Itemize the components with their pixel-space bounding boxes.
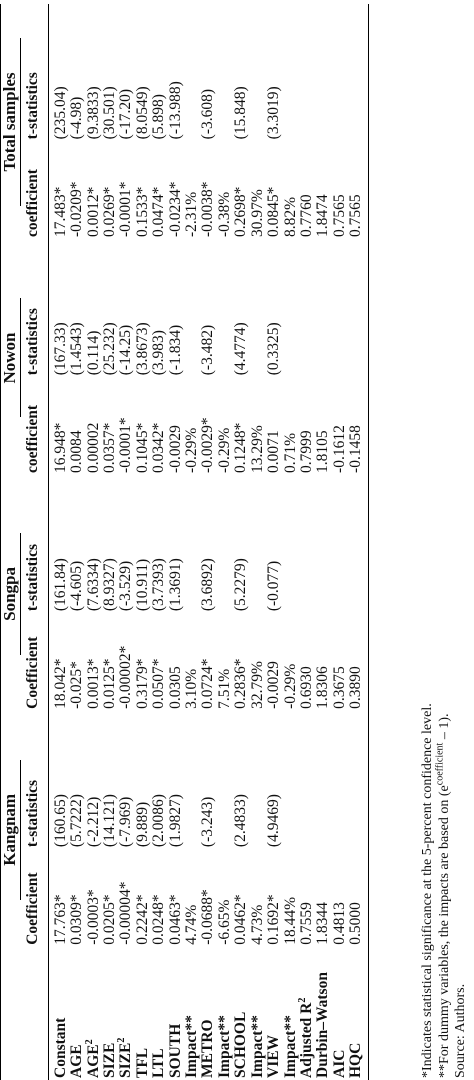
coefficient-cell: -0.00002* [117,645,135,709]
coefficient-cell: 0.7999 [297,430,315,473]
subheader-blank [25,948,48,1080]
coefficient-cell: -2.31% [183,191,201,238]
coefficient-cell: -0.29% [215,427,233,473]
table-row [102,4,118,1080]
t-statistic-cell: (167.33) [51,322,69,376]
t-statistic-cell: (160.65) [51,794,69,848]
coefficient-cell: -0.0001* [117,417,135,473]
table-row [348,4,368,1080]
table-row [151,4,167,1080]
coefficient-cell: 0.1045* [133,422,151,473]
t-statistic-cell [184,712,200,850]
t-statistic-cell: (1.9827) [166,794,184,848]
t-statistic-cell: (10.911) [133,558,151,612]
t-statistic-cell [184,476,200,614]
coefficient-cell: -0.1612 [330,425,348,473]
t-statistic-cell [332,476,348,614]
coefficient-cell: -0.0688* [199,889,217,945]
t-statistic-cell: (1.3691) [166,558,184,612]
table-row [48,4,69,1080]
table-row [283,4,299,1080]
row-label: Durbin–Watson [314,972,332,1078]
t-statistic-cell [283,712,299,850]
row-label: Constant [51,1017,69,1078]
t-statistic-cell [250,712,266,850]
t-statistic-cell [217,476,233,614]
coefficient-cell: 0.0248* [150,894,168,945]
coefficient-cell: 0.0463* [166,894,184,945]
coefficient-cell: -0.0029 [166,425,184,473]
t-statistic-cell: (30.501) [101,86,119,140]
row-label: SIZE$^2$ [116,1037,135,1078]
t-statistic-cell [283,476,299,614]
t-statistic-cell [348,712,368,850]
table-row [69,4,85,1080]
t-statistic-cell [315,240,331,378]
t-statistic-cell: (-4.605) [68,560,86,612]
t-statistic-cell: (-0.077) [265,560,283,612]
coefficient-cell: 0.6930 [297,666,315,709]
coefficient-cell: -0.0003* [84,889,102,945]
coefficient-cell: 1.8105 [314,430,332,473]
coefficient-cell: 1.8306 [314,666,332,709]
t-statistic-cell: (15.848) [232,86,250,140]
coefficient-cell: 4.74% [183,904,201,945]
t-statistic-cell: (161.84) [51,558,69,612]
t-statistic-cell [250,476,266,614]
t-statistic-cell: (3.6892) [199,558,217,612]
row-label: Impact** [281,1015,299,1078]
coefficient-cell: 8.82% [281,196,299,238]
coefficient-cell: 16.948* [51,422,69,473]
coefficient-cell: 0.2836* [232,658,250,709]
t-statistic-cell: (-14.25) [117,324,135,376]
t-statistic-cell: (9.3833) [84,86,102,140]
footnote-impact: **For dummy variables, the impacts are based on $(e^{coefficient} - 1)$. [433,713,452,1078]
table-row [266,4,282,1080]
subheader-t-statistics: t-statistics [24,544,42,612]
t-statistic-cell [332,712,348,850]
coefficient-cell: 0.1533* [133,186,151,238]
t-statistic-cell [299,476,315,614]
row-label: Impact** [215,1015,233,1078]
table-row [86,4,102,1080]
coefficient-cell: 0.0305 [166,666,184,709]
coefficient-cell: 0.0013* [84,658,102,709]
t-statistic-cell: (9.889) [133,801,151,848]
coefficient-cell: 1.8344 [314,902,332,945]
coefficient-cell: 0.0474* [150,186,168,238]
t-statistic-cell [348,4,368,142]
coefficient-cell: 0.0084 [68,430,86,473]
subheader-t-statistics: t-statistics [24,308,42,376]
coefficient-cell: 0.3675 [330,666,348,709]
table-row [250,4,266,1080]
t-statistic-cell [315,476,331,614]
t-statistic-cell [299,4,315,142]
regression-results-table [0,4,369,1080]
coefficient-cell: -0.0001* [117,181,135,238]
coefficient-cell: 0.0309* [68,894,86,945]
t-statistic-cell: (3.7393) [150,558,168,612]
coefficient-cell: 0.7760 [297,194,315,238]
subheader-t-statistics: t-statistics [24,779,42,848]
coefficient-cell: 4.73% [248,904,266,945]
t-statistic-cell [250,4,266,142]
t-statistic-cell [315,4,331,142]
t-statistic-cell [250,240,266,378]
t-statistic-cell: (2.4833) [232,794,250,848]
t-statistic-cell [348,240,368,378]
t-statistic-cell: (1.4543) [68,322,86,376]
coefficient-cell: 0.1248* [232,422,250,473]
coefficient-cell: 0.0462* [232,894,250,945]
t-statistic-cell [315,712,331,850]
source-note: Source: Authors. [453,983,468,1078]
t-statistic-cell: (3.983) [150,330,168,376]
coefficient-cell: 3.10% [183,668,201,709]
subheader-row [25,4,48,1080]
coefficient-cell: 0.3179* [133,658,151,709]
coefficient-cell: -0.025* [68,661,86,709]
subheader-coefficient: coefficient [24,169,42,238]
t-statistic-cell [348,476,368,614]
t-statistic-cell: (-3.482) [199,324,217,376]
t-statistic-cell: (-17.20) [117,88,135,140]
coefficient-cell: 32.79% [248,661,266,709]
footnote-significance: *Indicates statistical significance at the 5-percent confidence level. [420,703,435,1078]
table-body [48,4,368,1080]
row-label: HQC [347,1042,365,1078]
t-statistic-cell [217,712,233,850]
t-statistic-cell: (-2.212) [84,796,102,848]
t-statistic-cell: (25.232) [101,322,119,376]
t-statistic-cell [217,240,233,378]
coefficient-cell: 0.4813 [330,902,348,945]
row-label: SCHOOL [232,1011,250,1078]
t-statistic-cell [283,240,299,378]
table-row [217,4,233,1080]
group-total-samples: Total samples [1,4,26,240]
t-statistic-cell: (5.7222) [68,794,86,848]
t-statistic-cell [332,4,348,142]
t-statistic-cell [184,240,200,378]
table-row [184,4,200,1080]
t-statistic-cell: (-3.529) [117,560,135,612]
subheader-t-statistics: t-statistics [24,72,42,140]
t-statistic-cell: (-1.834) [166,324,184,376]
coefficient-cell: 17.483* [51,186,69,238]
row-label: AIC [330,1049,348,1078]
coefficient-cell: 0.7559 [297,902,315,945]
group-header-row [1,4,26,1080]
row-label: AGE [68,1044,86,1078]
coefficient-cell: 0.5000 [347,902,365,945]
t-statistic-cell: (3.8673) [133,322,151,376]
subheader-coefficient: Coefficient [24,872,42,945]
coefficient-cell: -6.65% [215,899,233,945]
t-statistic-cell: (-3.243) [199,796,217,848]
t-statistic-cell: (4.4774) [232,322,250,376]
t-statistic-cell: (5.2279) [232,558,250,612]
t-statistic-cell: (5.898) [150,94,168,140]
corner-cell [1,948,26,1080]
coefficient-cell: -0.0209* [68,181,86,238]
coefficient-cell: -0.38% [215,191,233,238]
coefficient-cell: 0.3890 [347,666,365,709]
coefficient-cell: 0.71% [281,432,299,473]
t-statistic-cell: (4.9469) [265,794,283,848]
coefficient-cell: -0.29% [281,663,299,709]
table-row [118,4,134,1080]
row-label: TFL [133,1047,151,1078]
coefficient-cell: 0.0071 [265,430,283,473]
t-statistic-cell: (2.0086) [150,794,168,848]
row-label: Impact** [183,1015,201,1078]
coefficient-cell: 18.44% [281,897,299,945]
coefficient-cell: -0.0029 [265,661,283,709]
table-row [168,4,184,1080]
group-songpa: Songpa [1,476,26,712]
coefficient-cell: 0.0205* [101,894,119,945]
table-row [332,4,348,1080]
coefficient-cell: 0.0012* [84,186,102,238]
coefficient-cell: 0.7565 [330,194,348,238]
t-statistic-cell: (235.04) [51,86,69,140]
coefficient-cell: 0.1692* [265,894,283,945]
t-statistic-cell [184,4,200,142]
t-statistic-cell: (7.6334) [84,558,102,612]
coefficient-cell: 0.0357* [101,422,119,473]
coefficient-cell: -0.0234* [166,181,184,238]
row-label: SIZE [101,1042,119,1078]
coefficient-cell: 0.7565 [347,194,365,238]
t-statistic-cell: (-13.988) [166,81,184,140]
row-label: LTL [150,1048,168,1078]
table-row [200,4,216,1080]
coefficient-cell: -0.29% [183,427,201,473]
row-label: Adjusted $R^2$ [296,997,315,1078]
row-label: METRO [199,1019,217,1078]
row-label: AGE$^2$ [83,1039,102,1078]
coefficient-cell: 13.29% [248,425,266,473]
coefficient-cell: -0.00004* [117,881,135,945]
coefficient-cell: 18.042* [51,658,69,709]
t-statistic-cell: (8.0549) [133,86,151,140]
t-statistic-cell: (3.3019) [265,86,283,140]
footnotes [420,703,470,1078]
coefficient-cell: 0.00002 [84,422,102,473]
group-nowon: Nowon [1,240,26,476]
t-statistic-cell: (-4.98) [68,96,86,140]
coefficient-cell: 7.51% [215,668,233,709]
coefficient-cell: 0.0724* [199,658,217,709]
subheader-coefficient: Coefficient [24,636,42,709]
t-statistic-cell: (-3.608) [199,88,217,140]
table-row [135,4,151,1080]
row-label: Impact** [248,1015,266,1078]
coefficient-cell: -0.0029* [199,417,217,473]
coefficient-cell: -0.0038* [199,181,217,238]
row-label: SOUTH [166,1023,184,1078]
t-statistic-cell [299,240,315,378]
coefficient-cell: 0.2698* [232,186,250,238]
table-row [233,4,249,1080]
t-statistic-cell [283,4,299,142]
coefficient-cell: 0.2242* [133,894,151,945]
coefficient-cell: -0.1458 [347,425,365,473]
t-statistic-cell: (8.9327) [101,558,119,612]
coefficient-cell: 30.97% [248,189,266,238]
coefficient-cell: 17.763* [51,894,69,945]
t-statistic-cell: (14.121) [101,794,119,848]
table-row [299,4,315,1080]
t-statistic-cell: (0.3325) [265,322,283,376]
row-label: VIEW [265,1034,283,1078]
coefficient-cell: 0.0507* [150,658,168,709]
subheader-coefficient: coefficient [24,404,42,473]
coefficient-cell: 1.8474 [314,194,332,238]
coefficient-cell: 0.0845* [265,186,283,238]
coefficient-cell: 0.0269* [101,186,119,238]
t-statistic-cell: (0.114) [84,330,102,376]
t-statistic-cell [299,712,315,850]
group-kangnam: Kangnam [1,712,26,948]
t-statistic-cell [332,240,348,378]
t-statistic-cell [217,4,233,142]
t-statistic-cell: (-7.969) [117,796,135,848]
coefficient-cell: 0.0342* [150,422,168,473]
coefficient-cell: 0.0125* [101,658,119,709]
table-row [315,4,331,1080]
